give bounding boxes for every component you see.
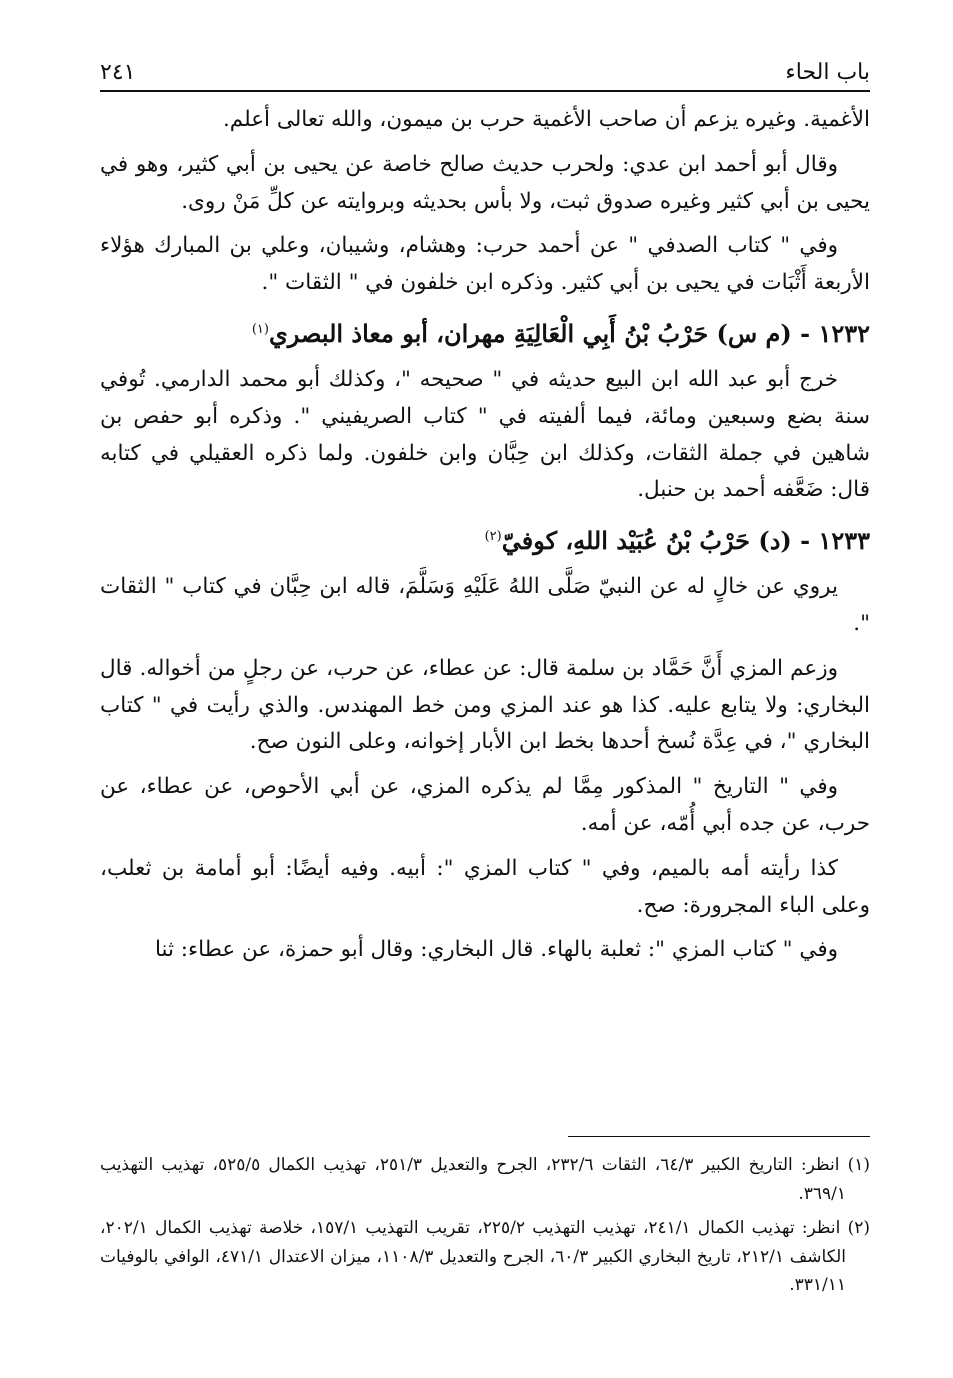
paragraph: وزعم المزي أَنَّ حَمَّاد بن سلمة قال: عن عطاء، عن حرب، عن رجلٍ من أخواله. قال البخاري: ولا يتابع عليه. كذا هو عند المزي ومن خط المهندس. والذي رأيت في " كتاب البخاري "، في عِدَّة نُسخ أحدها بخط ابن الأبار إخوانه، وعلى النون صح. (100, 655, 870, 755)
running-header (100, 58, 870, 92)
footnote: (١) انظر: التاريخ الكبير ٦٤/٣، الثقات ٢٣٢/٦، الجرح والتعديل ٢٥١/٣، تهذيب الكمال ٥٢٥/٥، تهذيب التهذيب ٣٦٩/١. (100, 1155, 871, 1204)
entry-heading (100, 517, 870, 561)
paragraph: وفي " كتاب الصدفي " عن أحمد حرب: وهشام، وشيبان، وعلي بن المبارك هؤلاء الأربعة أَثْبَات في يحيى بن أبي كثير. وذكره ابن خلفون في " الثقات ". (100, 233, 870, 296)
paragraph: وفي " التاريخ " المذكور مِمَّا لم يذكره المزي، عن أبي الأحوص، عن عطاء، عن حرب، عن جده أبي أُمّه، عن أمه. (100, 774, 870, 836)
body-text (100, 102, 870, 969)
footnote-reference: (٢) (484, 529, 502, 545)
footnotes (100, 1136, 870, 1306)
paragraph: خرج أبو عبد الله ابن البيع حديثه في " صحيحه "، وكذلك أبو محمد الدارمي. تُوفي سنة بضع وسبعين ومائة، فيما ألفيته في " كتاب الصريفيني ". وذكره أبو حفص بن شاهين في جملة الثقات، وكذلك ابن حِبَّان وابن خلفون. ولما ذكره العقيلي في كتابه قال: ضَعَّفه أحمد بن حنبل. (100, 366, 870, 503)
paragraph: الأغمية. وغيره يزعم أن صاحب الأغمية حرب بن ميمون، والله تعالى أعلم. (222, 107, 870, 132)
entry-heading-text: ١٢٣٢ - (م س) حَرْبُ بْنُ أَبِي الْعَالِيَةِ مهران، أبو معاذ البصري (268, 318, 870, 348)
entry-heading (100, 310, 870, 354)
paragraph: وقال أبو أحمد ابن عدي: ولحرب حديث صالح خاصة عن يحيى بن أبي كثير، وهو في يحيى بن أبي كثير وغيره صدوق ثبت، ولا بأس بحديثه وبروايته عن كلِّ مَنْ روى. (100, 151, 870, 214)
footnote-list (100, 1151, 870, 1300)
page-number: ٢٤١ (100, 60, 136, 85)
paragraph: وفي " كتاب المزي ": ثعلبة بالهاء. قال البخاري: وقال أبو حمزة، عن عطاء: ثنا (154, 937, 838, 963)
footnote-reference: (١) (251, 321, 269, 337)
paragraph: كذا رأيته أمه بالميم، وفي " كتاب المزي ": أبيه. وفيه أيضًا: أبو أمامة بن ثعلب، وعلى الباء المجرورة: صح. (100, 855, 870, 918)
paragraph: يروي عن خالٍ له عن النبيّ صَلَّى اللهُ عَلَيْهِ وَسَلَّمَ، قاله ابن حِبَّان في كتاب " الثقات ". (100, 574, 870, 636)
chapter-title: باب الحاء (785, 60, 870, 85)
page (100, 58, 870, 977)
footnote-rule (568, 1136, 870, 1137)
entry-heading-text: ١٢٣٣ - (د) حَرْبُ بْنُ عُبَيْد اللهِ، كوفيّ (501, 526, 870, 556)
footnote: (٢) انظر: تهذيب الكمال ٢٤١/١، تهذيب التهذيب ٢٢٥/٢، تقريب التهذيب ١٥٧/١، خلاصة تهذيب الكمال ٢٠٢/١، الكاشف ٢١٢/١، تاريخ البخاري الكبير ٦٠/٣، الجرح والتعديل ١١٠٨/٣، ميزان الاعتدال ٤٧١/١، الوافي بالوفيات ٣٣١/١١. (100, 1218, 870, 1295)
